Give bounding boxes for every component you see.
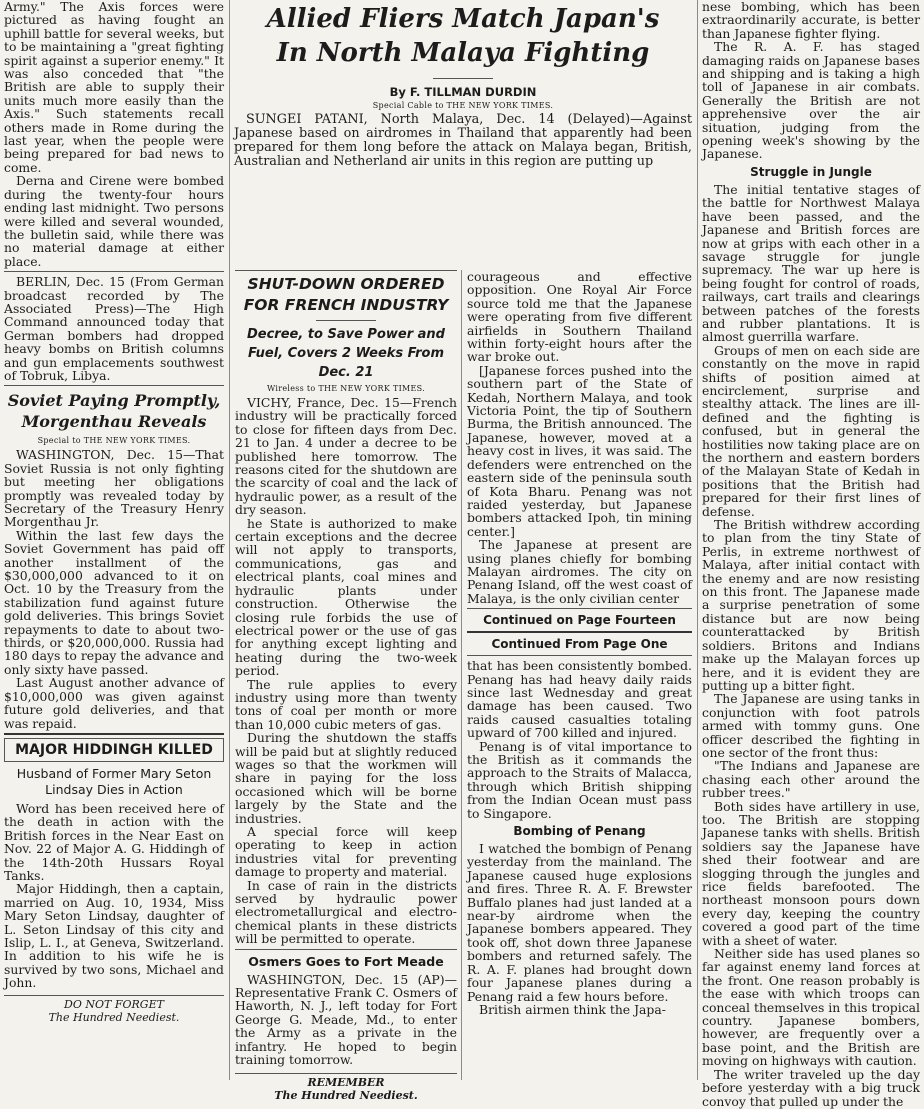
main-headline-line-1: Allied Fliers Match Japan's — [266, 4, 660, 34]
divider — [4, 733, 224, 735]
main-lead-paragraph: SUNGEI PATANI, North Malaya, Dec. 14 (Delayed)—Against Japanese based on airdromes in Thailand that apparently had been prepared for them long before the attack on Malaya began, British, Australian and Netherland air units in this region are putting up — [234, 112, 692, 169]
french-paragraph-2: he State is authorized to make certain exceptions and the decree will not apply to transports, communications, gas and electrical plants, coal mines and hydraulic plants under construction. Otherwise the closing rule forbids the use of electrical power or the use of gas for anything except lighting and heating during the two-week period. — [235, 515, 457, 679]
soviet-paragraph-1: WASHINGTON, Dec. 15—That Soviet Russia is not only fighting but meeting her obligations promptly was revealed today by Secretary of the Treasury Henry Morgenthau Jr. — [4, 447, 224, 530]
col3-paragraph-1: courageous and effective opposition. One Royal Air Force source told me that the Japanese were operating from five different airfields in Southern Thailand within forty-eight hours after the war broke out. — [467, 269, 692, 365]
hiddingh-subhead: Husband of Former Mary Seton Lindsay Dies in Action — [16, 765, 212, 797]
col3-paragraph-6: I watched the bombign of Penang yesterday from the mainland. The Japanese caused huge explosions and fires. Three R. A. F. Brewster Buffalo planes had just landed at a near-by airdrome when the Japanese bombers appeared. They took off, shot down three Japanese bombers and returned safely. The R. A. F. planes had brought down four Japanese planes during a Penang raid a few hours before. — [467, 841, 692, 1004]
col4-paragraph-2: The R. A. F. has staged damaging raids on Japanese bases and shipping and is taking a high toll of Japanese in air combats. Generally the British are not apprehensive over the air situation, judging from the opening week's showing by the Japanese. — [702, 39, 920, 162]
derna-paragraph: Derna and Cirene were bombed during the twenty-four hours ending last midnight. Two persons were killed and several wounded, the bulletin said, while there was no material damage at either place. — [4, 173, 224, 269]
col4-paragraph-1: nese bombing, which has been extraordinarily accurate, is better than Japanese fighter flying. — [702, 0, 920, 41]
col4-paragraph-9: Neither side has used planes so far against enemy land forces at the front. One reason probably is the ease with which troops can conceal themselves in this tropical country. Japanese bombers, however, are frequently over a base point, and the British are moving on highways with caution. — [702, 946, 920, 1069]
french-paragraph-6: In case of rain in the districts served by hydraulic power electrometallurgical and electro-chemical plants in these districts will be permitted to operate. — [235, 877, 457, 947]
main-story-head — [234, 0, 692, 270]
main-headline-line-2: In North Malaya Fighting — [276, 38, 650, 68]
soviet-headline: Soviet Paying Promptly, Morgenthau Reveals — [7, 391, 221, 432]
col4-paragraph-7: "The Indians and Japanese are chasing each other around the rubber trees." — [702, 758, 920, 801]
hiddingh-paragraph-2: Major Hiddingh, then a captain, married on Aug. 10, 1934, Miss Mary Seton Lindsay, daughter of L. Seton Lindsay of this city and Islip, L. I., at Geneva, Switzerland. In addition to his wife he is survived by two sons, Michael and John. — [4, 881, 224, 991]
struggle-subhead: Struggle in Jungle — [750, 164, 872, 179]
axis-paragraph: Army." The Axis forces were pictured as having fought an uphill battle for several weeks, but to be maintaining a "great fighting spirit against a superior enemy." It was also conceded that "the British are able to supply their units much more easily than the Axis." Such statements recall others made in Rome during the last year, when the people were being prepared for bad news to come. — [4, 0, 224, 175]
col4-paragraph-3: The initial tentative stages of the battle for Northwest Malaya have been passed, and the Japanese and British forces are now at grips with each other in a savage struggle for jungle supremacy. The war up here is being fought for control of roads, railways, cart trails and clearings between patches of the forests and rubber plantations. It is almost guerrilla warfare. — [702, 181, 920, 345]
hiddingh-headline-box — [4, 738, 224, 762]
soviet-paragraph-3: Last August another advance of $10,000,000 was given against future gold deliveries, and that was repaid. — [4, 675, 224, 731]
french-headline: SHUT-DOWN ORDERED FOR FRENCH INDUSTRY — [243, 275, 449, 314]
divider — [467, 608, 692, 609]
osmers-headline: Osmers Goes to Fort Meade — [248, 953, 444, 969]
col4-paragraph-5: The British withdrew according to plan from the tiny State of Perlis, in extreme northwest of Malaya, after initial contact with the enemy and are now resisting on this front. The Japanese made a surprise penetration of some distance but are now being counterattacked by British soldiers. Britons and Indians make up the Malayan forces up here, and it is evident they are putting up a bitter fight. — [702, 517, 920, 693]
divider — [235, 270, 457, 271]
forget-box — [4, 995, 224, 1024]
french-subhead: Decree, to Save Power and Fuel, Covers 2 Weeks From Dec. 21 — [246, 327, 445, 380]
column-rule — [229, 0, 230, 1080]
osmers-paragraph: WASHINGTON, Dec. 15 (AP)—Representative Frank C. Osmers of Haworth, N. J., left today for Fort George G. Meade, Md., to enter the Army as a private in the infantry. He hoped to begin training tomorrow. — [235, 971, 457, 1068]
french-paragraph-1: VICHY, France, Dec. 15—French industry will be practically forced to close for fifteen days from Dec. 21 to Jan. 4 under a decree to be published here tomorrow. The reasons cited for the shutdown are the scarcity of coal and the lack of hydraulic power, as a result of the dry season. — [235, 395, 457, 518]
hiddingh-headline: MAJOR HIDDINGH KILLED — [15, 741, 213, 758]
col3-paragraph-5: Penang is of vital importance to the British as it commands the approach to the Straits of Malacca, through which British shipping from the Indian Ocean must pass to Singapore. — [467, 738, 692, 821]
col4-paragraph-6: The Japanese are using tanks in conjunction with foot patrols armed with tommy guns. One officer described the fighting in one sector of the front thus: — [702, 691, 920, 760]
divider — [467, 655, 692, 656]
main-byline: By F. TILLMAN DURDIN — [389, 85, 537, 99]
french-credit: Wireless to THE NEW YORK TIMES. — [266, 384, 426, 393]
french-paragraph-4: During the shutdown the staffs will be paid but at slightly reduced wages so that the workmen will share in paying for the loss occasioned which will be borne largely by the State and the industries. — [235, 730, 457, 826]
remember-line-1: REMEMBER — [307, 1075, 385, 1089]
divider — [467, 631, 692, 633]
divider — [235, 949, 457, 950]
column-3 — [467, 270, 692, 1080]
column-1 — [4, 0, 224, 1080]
remember-line-2: The Hundred Neediest. — [274, 1088, 418, 1102]
column-rule — [461, 270, 462, 1080]
col4-paragraph-8: Both sides have artillery in use, too. The British are stopping Japanese tanks with shells. British soldiers say the Japanese have shed their footwear and are slogging through the jungles and rice fields barefooted. The northeast monsoon pours down every day, keeping the country covered a good part of the time with a sheet of water. — [702, 798, 920, 948]
divider — [4, 385, 224, 386]
soviet-credit: Special to THE NEW YORK TIMES. — [37, 436, 191, 446]
col3-paragraph-7: British airmen think the Japa- — [479, 1001, 666, 1017]
soviet-paragraph-2: Within the last few days the Soviet Government has paid off another installment of the $30,000,000 advanced to it on Oct. 10 by the Treasury from the stabilization fund against future gold deliveries. This brings Soviet repayments to date to about two-thirds, or $20,000,000. Russia had 180 days to repay the advance and only sixty have passed. — [4, 527, 224, 677]
continued-on-label: Continued on Page Fourteen — [483, 613, 676, 628]
col4-paragraph-10: The writer traveled up the day before yesterday with a big truck convoy that pulled up under the — [702, 1066, 920, 1109]
french-paragraph-3: The rule applies to every industry using more than twenty tons of coal per month or more than 10,000 cubic meters of gas. — [235, 676, 457, 732]
forget-line-2: The Hundred Neediest. — [48, 1010, 180, 1024]
bombing-subhead: Bombing of Penang — [513, 824, 646, 839]
col3-paragraph-2: [Japanese forces pushed into the southern part of the State of Kedah, Northern Malaya, and took Victoria Point, the tip of Southern Burma, the British announced. The Japanese, however, moved at a heavy cost in lives, it was said. The defenders were entrenched on the eastern side of the peninsula south of Kota Bharu. Penang was not raided yesterday, but Japanese bombers attacked Ipoh, tin mining center.] — [467, 362, 692, 539]
divider — [4, 271, 224, 272]
continued-from-label: Continued From Page One — [491, 637, 668, 652]
column-4 — [702, 0, 920, 1109]
forget-line-1: DO NOT FORGET — [64, 997, 164, 1011]
column-rule — [697, 0, 698, 1080]
col3-paragraph-3: The Japanese at present are using planes chiefly for bombing Malayan airdromes. The city on Penang Island, off the west coast of Malaya, is the only civilian center — [467, 537, 692, 606]
column-2 — [235, 270, 457, 1102]
french-paragraph-5: A special force will keep operating to keep in action industries vital for preventing damage to property and material. — [235, 824, 457, 880]
hiddingh-paragraph-1: Word has been received here of the death in action with the British forces in the Near East on Nov. 22 of Major A. G. Hiddingh of the 14th-20th Hussars Royal Tanks. — [4, 800, 224, 883]
main-credit: Special Cable to THE NEW YORK TIMES. — [372, 101, 554, 110]
col3-paragraph-4: that has been consistently bombed. Penang has had heavy daily raids since last Wednesday and great damage has been caused. Two raids caused casualties totaling upward of 700 killed and injured. — [467, 658, 692, 741]
berlin-paragraph: BERLIN, Dec. 15 (From German broadcast recorded by The Associated Press)—The High Command announced today that German bombers had dropped heavy bombs on British columns and gun emplacements southwest of Tobruk, Libya. — [4, 274, 224, 383]
col4-paragraph-4: Groups of men on each side are constantly on the move in rapid shifts of position aimed at encirclement, surprise and stealthy attack. The lines are ill-defined and the fighting is confused, but in general the hostilities now taking place are on the northern and eastern borders of the Malayan State of Kedah in positions that the British had prepared for their first lines of defense. — [702, 342, 920, 519]
